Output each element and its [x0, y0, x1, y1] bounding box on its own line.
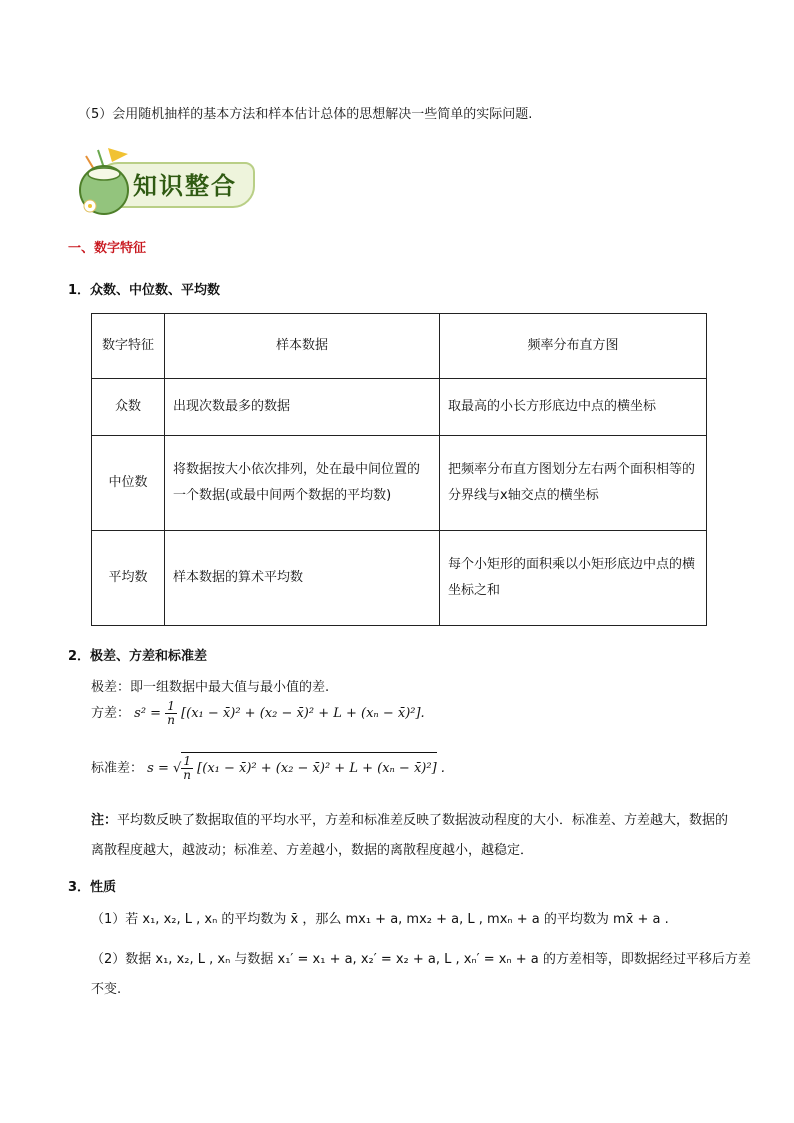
variance-lhs: s² = — [134, 706, 166, 721]
note-text: 平均数反映了数据取值的平均水平，方差和标准差反映了数据波动程度的大小．标准差、方差越大，数据的离散程度越大，越波动；标准差、方差越小，数据的离散程度越小，越稳定． — [91, 813, 729, 858]
property-2: （2）数据 x₁, x₂, L , xₙ 与数据 x₁′ = x₁ + a, x₂′ = x₂ + a, L , xₙ′ = xₙ + a 的方差相等，即数据经过平移后方差不变. — [91, 952, 751, 997]
fraction — [165, 700, 177, 727]
fraction-numerator: 1 — [181, 755, 193, 769]
range-definition: 极差：即一组数据中最大值与最小值的差. — [91, 680, 330, 695]
std-formula — [91, 752, 445, 782]
subsection-2-title: 2．极差、方差和标准差 — [68, 649, 208, 664]
intro-line: （5）会用随机抽样的基本方法和样本估计总体的思想解决一些简单的实际问题. — [78, 107, 533, 122]
table-cell-hist: 每个小矩形的面积乘以小矩形底边中点的横坐标之和 — [440, 531, 707, 626]
section-banner — [68, 140, 258, 220]
table-row — [92, 531, 707, 626]
table-cell-name: 平均数 — [92, 531, 165, 626]
table-cell-name: 众数 — [92, 379, 165, 436]
table-cell-sample: 将数据按大小依次排列，处在最中间位置的一个数据(或最中间两个数据的平均数) — [165, 436, 440, 531]
table-cell-name: 中位数 — [92, 436, 165, 531]
subsection-3-title: 3．性质 — [68, 880, 117, 895]
sqrt-sign: √ — [173, 761, 182, 776]
std-lhs: s = — [147, 761, 173, 776]
fraction-numerator: 1 — [165, 700, 177, 714]
note-label: 注： — [91, 813, 118, 828]
fraction-denominator: n — [167, 713, 175, 727]
table-cell-hist: 取最高的小长方形底边中点的横坐标 — [440, 379, 707, 436]
section-title: 一、数字特征 — [68, 241, 147, 256]
table-header-cell: 频率分布直方图 — [440, 314, 707, 379]
std-body: [(x₁ − x̄)² + (x₂ − x̄)² + L + (xₙ − x̄)²] — [197, 761, 437, 776]
table-row — [92, 379, 707, 436]
subsection-1-title: 1．众数、中位数、平均数 — [68, 283, 221, 298]
variance-body: [(x₁ − x̄)² + (x₂ − x̄)² + L + (xₙ − x̄)²]. — [181, 706, 425, 721]
variance-formula — [91, 700, 425, 727]
variance-label: 方差： — [91, 706, 131, 721]
banner-title: 知识整合 — [133, 171, 237, 200]
sqrt-radicand — [181, 752, 436, 782]
table-header-cell: 数字特征 — [92, 314, 165, 379]
stats-table — [91, 313, 707, 626]
table-cell-sample: 样本数据的算术平均数 — [165, 531, 440, 626]
table-cell-sample: 出现次数最多的数据 — [165, 379, 440, 436]
fraction — [181, 755, 193, 782]
table-cell-hist: 把频率分布直方图划分左右两个面积相等的分界线与x轴交点的横坐标 — [440, 436, 707, 531]
table-header-row — [92, 314, 707, 379]
note-paragraph — [91, 806, 741, 866]
std-tail: . — [440, 761, 445, 776]
fraction-denominator: n — [183, 768, 192, 782]
table-row — [92, 436, 707, 531]
table-header-cell: 样本数据 — [165, 314, 440, 379]
std-label: 标准差： — [91, 761, 144, 776]
property-1: （1）若 x₁, x₂, L , xₙ 的平均数为 x̄ ，那么 mx₁ + a, mx₂ + a, L , mxₙ + a 的平均数为 mx̄ + a . — [91, 912, 669, 927]
